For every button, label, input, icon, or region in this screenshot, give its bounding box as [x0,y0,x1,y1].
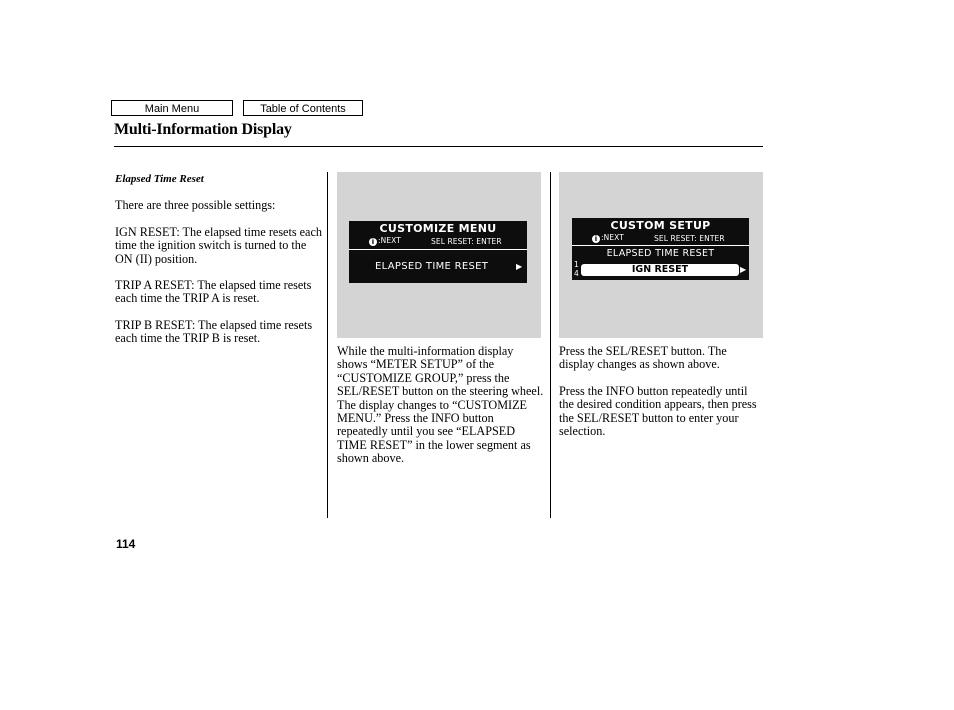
display-divider [349,249,527,250]
info-icon: i [369,238,377,246]
instruction-text: While the multi-information display shows “METER SETUP” of the “CUSTOMIZE GROUP,” press the SEL/RESET button on the steering wheel. The display changes to “CUSTOMIZE MENU.” Press the INFO button repeatedly until you see “ELAPSED TIME RESET” in the lower segment as shown above. [337,344,544,466]
right-column [559,345,759,451]
info-next-hint [369,236,401,246]
display-divider [572,245,749,246]
info-icon: i [592,235,600,243]
display-subtitle: ELAPSED TIME RESET [606,248,715,259]
title-rule [114,146,763,147]
elapsed-time-reset-item: ELAPSED TIME RESET [375,261,489,272]
sel-reset-enter-hint: SEL RESET: ENTER [431,237,502,246]
customize-menu-display [349,221,527,283]
instruction-text-2: Press the INFO button repeatedly until the desired condition appears, then press the SEL/RESET button to enter your selection. [559,383,757,439]
right-arrow-icon: ▶ [516,262,523,271]
option-index-bottom: 4 [574,269,579,278]
trip-a-reset-text: TRIP A RESET: The elapsed time resets each time the TRIP A is reset. [115,278,312,306]
intro-text: There are three possible settings: [115,198,276,213]
middle-column [337,345,545,479]
info-next-label: :NEXT [378,236,401,245]
left-column [115,173,322,359]
display-title: CUSTOMIZE MENU [379,222,497,235]
column-divider [327,172,328,518]
selected-option: IGN RESET [581,264,739,276]
right-arrow-icon: ▶ [740,265,747,274]
table-of-contents-button[interactable]: Table of Contents [243,100,363,116]
info-next-hint [592,233,624,243]
page-title: Multi-Information Display [114,121,292,138]
option-index-top: 1 [574,260,579,269]
customize-menu-figure [337,172,541,338]
ign-reset-text: IGN RESET: The elapsed time resets each time the ignition switch is turned to the ON (II) position. [115,224,322,266]
section-subheading: Elapsed Time Reset [115,173,204,185]
main-menu-button[interactable]: Main Menu [111,100,233,116]
trip-b-reset-text: TRIP B RESET: The elapsed time resets each time the TRIP B is reset. [115,317,313,346]
page-number: 114 [116,537,136,551]
custom-setup-figure [559,172,763,338]
info-next-label: :NEXT [601,233,624,242]
display-title: CUSTOM SETUP [610,219,711,232]
instruction-text-1: Press the SEL/RESET button. The display changes as shown above. [559,344,727,372]
sel-reset-enter-hint: SEL RESET: ENTER [654,234,725,243]
column-divider [550,172,551,518]
custom-setup-display [572,218,749,280]
